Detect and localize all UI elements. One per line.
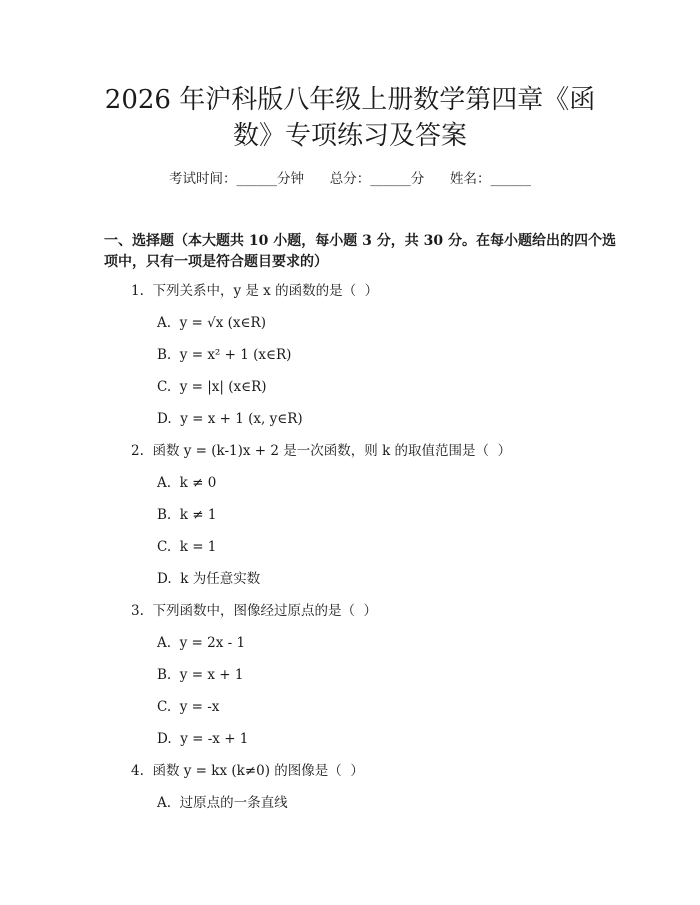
score-unit: 分 [410,171,425,187]
question-option: D. k 为任意实数 [157,571,261,587]
question-option: A. y = √x (x∈R) [157,315,266,331]
document-title-line-2: 数》专项练习及答案 [232,121,467,151]
question-stem: 4. 函数 y = kx (k≠0) 的图像是（ ） [131,763,364,779]
question-stem: 2. 函数 y = (k-1)x + 2 是一次函数，则 k 的取值范围是（ ） [131,443,512,459]
time-blank: ______ [236,171,277,187]
score-blank: ______ [370,171,411,187]
question-option: A. k ≠ 0 [157,475,217,491]
question-stem: 1. 下列关系中，y 是 x 的函数的是（ ） [131,283,379,299]
question-option: B. y = x² + 1 (x∈R) [157,347,292,363]
question-option: C. y = -x [157,699,220,715]
section-heading-line-2: 项中，只有一项是符合题目要求的） [104,254,328,270]
question-option: A. 过原点的一条直线 [157,795,288,811]
question-option: B. k ≠ 1 [157,507,217,523]
section-heading-line-1: 一、选择题（本大题共 10 小题，每小题 3 分，共 30 分。在每小题给出的四个选 [104,233,616,249]
exam-meta [0,167,700,187]
question-option: A. y = 2x - 1 [157,635,246,651]
name-blank: ______ [490,171,531,187]
time-label: 考试时间： [169,171,237,187]
question-option: C. k = 1 [157,539,217,555]
question-option: D. y = x + 1 (x, y∈R) [157,411,303,427]
question-option: D. y = -x + 1 [157,731,249,747]
document-title-line-1: 2026 年沪科版八年级上册数学第四章《函 [104,85,596,115]
question-option: C. y = |x| (x∈R) [157,379,267,395]
score-label: 总分： [329,171,371,187]
question-stem: 3. 下列函数中，图像经过原点的是（ ） [131,603,378,619]
time-unit: 分钟 [277,171,304,187]
name-label: 姓名： [450,171,491,187]
question-option: B. y = x + 1 [157,667,244,683]
